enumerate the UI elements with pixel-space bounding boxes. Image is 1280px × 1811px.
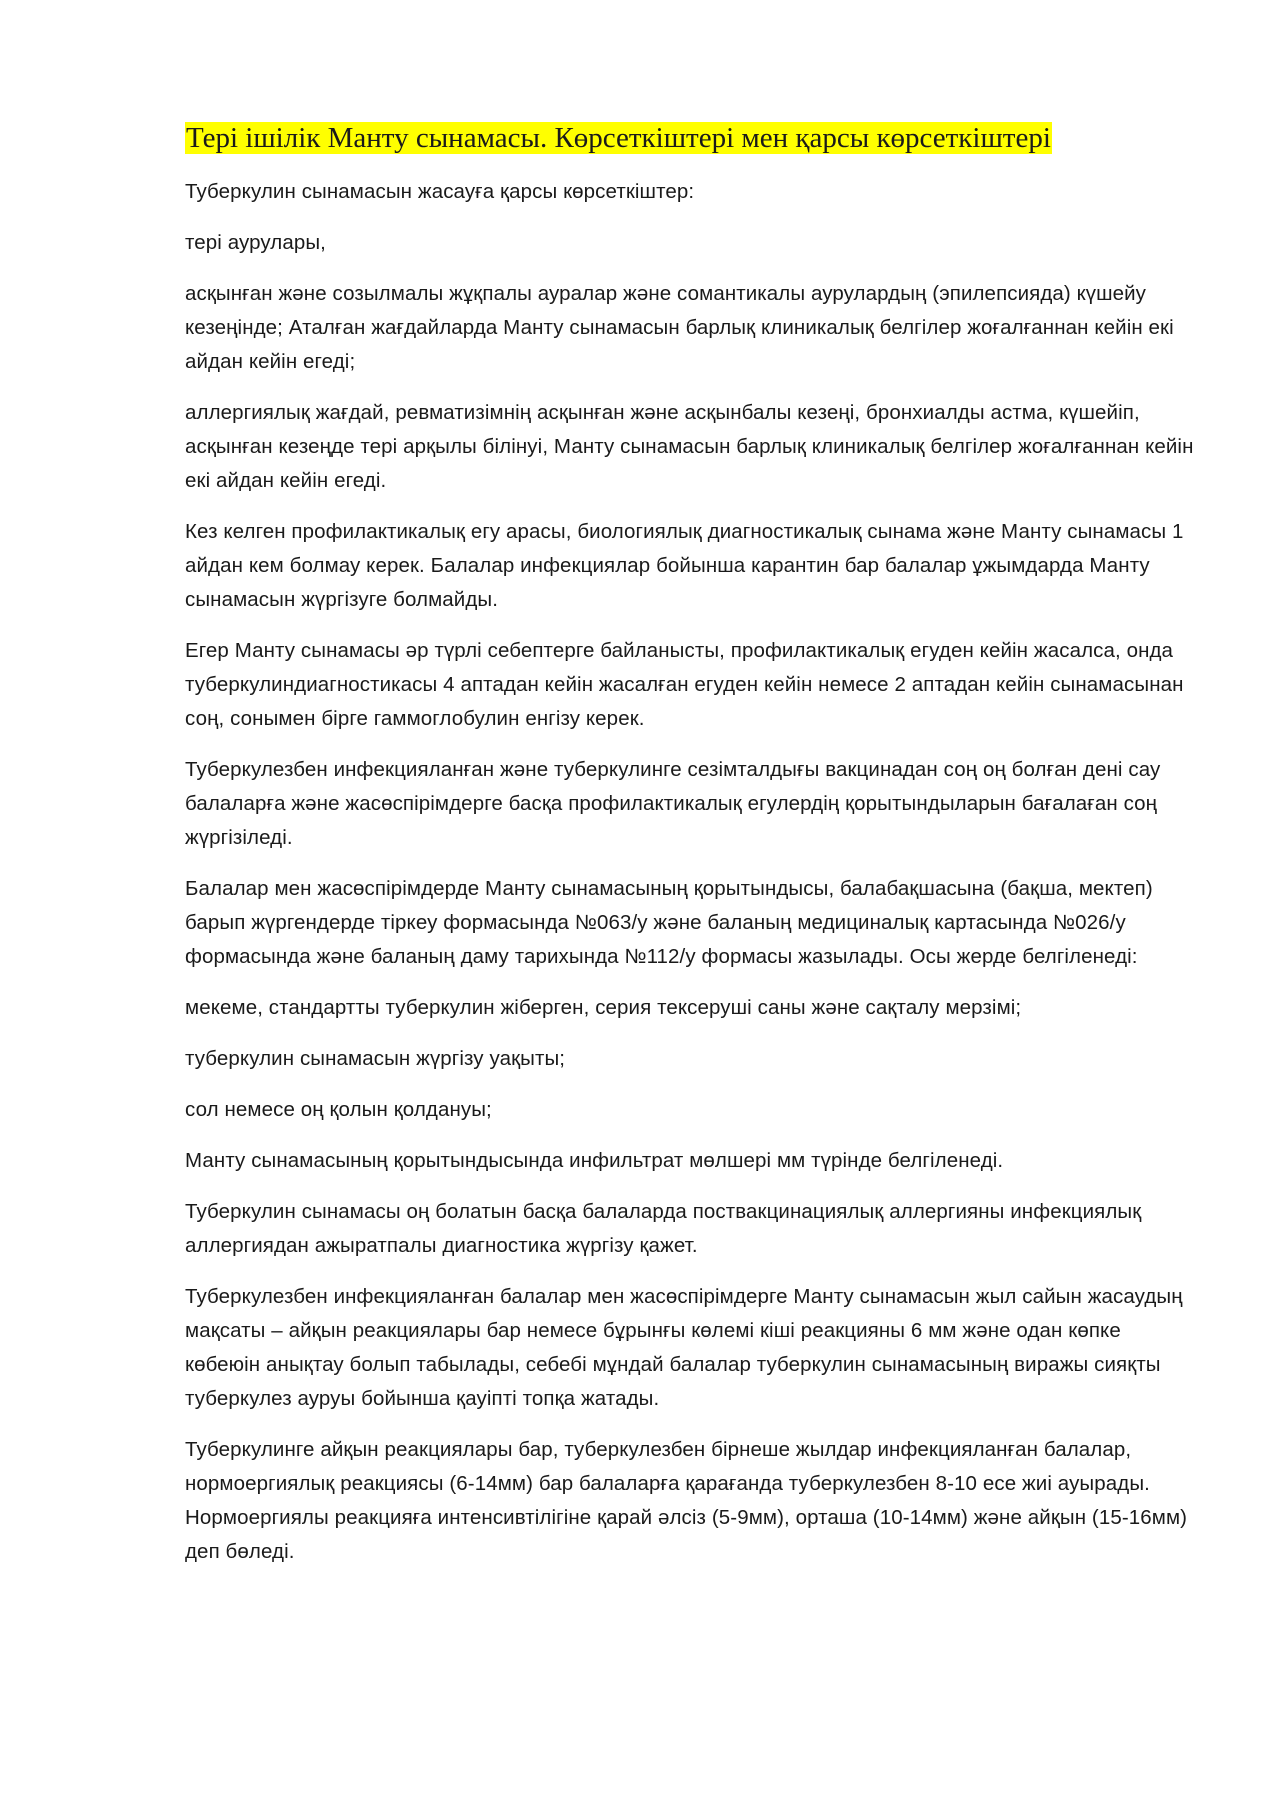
page-title [185,118,1195,158]
paragraph-arm-used: сол немесе оң қолын қолдануы; [185,1098,492,1121]
paragraph-allergic-conditions: аллергиялық жағдай, ревматизімнің асқынған және асқынбалы кезеңі, бронхиалды астма, күшейіп, асқынған кезеңде тері арқылы білінуі, Манту сынамасын барлық клиникалық белгілер жоғалғаннан кейін екі айдан кейін егеді. [185,401,1194,492]
paragraph-acute-chronic-infections: асқынған және созылмалы жұқпалы ауралар және сомантикалы аурулардың (эпилепсияда) күшейу кезеңінде; Аталған жағдайларда Манту сынамасын барлық клиникалық белгілер жоғалғаннан кейін екі айдан кейін егеді; [185,282,1174,373]
paragraph-contraindications-heading: Туберкулин сынамасын жасауға қарсы көрсеткіштер: [185,180,695,203]
paragraph-infiltrate-size: Манту сынамасының қорытындысында инфильтрат мөлшері мм түрінде белгіленеді. [185,1149,1004,1172]
paragraph-vaccination-interval: Кез келген профилактикалық егу арасы, биологиялық диагностикалық сынама және Манту сынамасы 1 айдан кем болмау керек. Балалар инфекциялар бойынша карантин бар балалар ұжымдарда Манту сынамасын жүргізуге болмайды. [185,520,1184,611]
paragraph-skin-diseases: тері аурулары, [185,231,326,254]
paragraph-differential-diagnosis: Туберкулин сынамасы оң болатын басқа балаларда поствакцинациялық аллергияны инфекциялық аллергиядан ажыратпалы диагностика жүргізу қажет. [185,1200,1142,1257]
paragraph-normoergic-reactions: Туберкулинге айқын реакциялары бар, туберкулезбен бірнеше жылдар инфекцияланған балалар, нормоергиялық реакциясы (6-14мм) бар балаларға қарағанда туберкулезбен 8-10 есе жиі ауырады. Нормоергиялы реакцияға интенсивтілігіне қарай әлсіз (5-9мм), орташа (10-14мм) және айқын (15-16мм) деп бөледі. [185,1438,1188,1563]
paragraph-annual-test-purpose: Туберкулезбен инфекцияланған балалар мен жасөспірімдерге Манту сынамасын жыл сайын жасаудың мақсаты – айқын реакциялары бар немесе бұрынғы көлемі кіші реакцияны 6 мм және одан көпке көбеюін анықтау болып табылады, себебі мұндай балалар туберкулин сынамасының виражы сияқты туберкулез ауруы бойынша қауіпті топқа жатады. [185,1285,1183,1410]
paragraph-infected-children: Туберкулезбен инфекцияланған және туберкулинге сезімталдығы вакцинадан соң оң болған дені сау балаларға және жасөспірімдерге басқа профилактикалық егулердің қорытындыларын бағалаған соң жүргізіледі. [185,758,1161,849]
paragraph-after-vaccination: Егер Манту сынамасы әр түрлі себептерге байланысты, профилактикалық егуден кейін жасалса, онда туберкулиндиагностикасы 4 аптадан кейін жасалған егуден кейін немесе 2 аптадан кейін сынамасынан соң, сонымен бірге гаммоглобулин енгізу керек. [185,639,1184,730]
paragraph-test-time: туберкулин сынамасын жүргізу уақыты; [185,1047,566,1070]
document-body [185,118,1195,1586]
paragraph-result-recording: Балалар мен жасөспірімдерде Манту сынамасының қорытындысы, балабақшасына (бақша, мектеп) барып жүргендерде тіркеу формасында №063/у және баланың медициналық картасында №026/у формасында және баланың даму тарихында №112/у формасы жазылады. Осы жерде белгіленеді: [185,877,1153,968]
paragraph-institution-series: мекеме, стандартты туберкулин жіберген, серия тексеруші саны және сақталу мерзімі; [185,996,1022,1019]
title-highlight: Тері ішілік Манту сынамасы. Көрсеткіштері мен қарсы көрсеткіштері [186,122,1051,154]
